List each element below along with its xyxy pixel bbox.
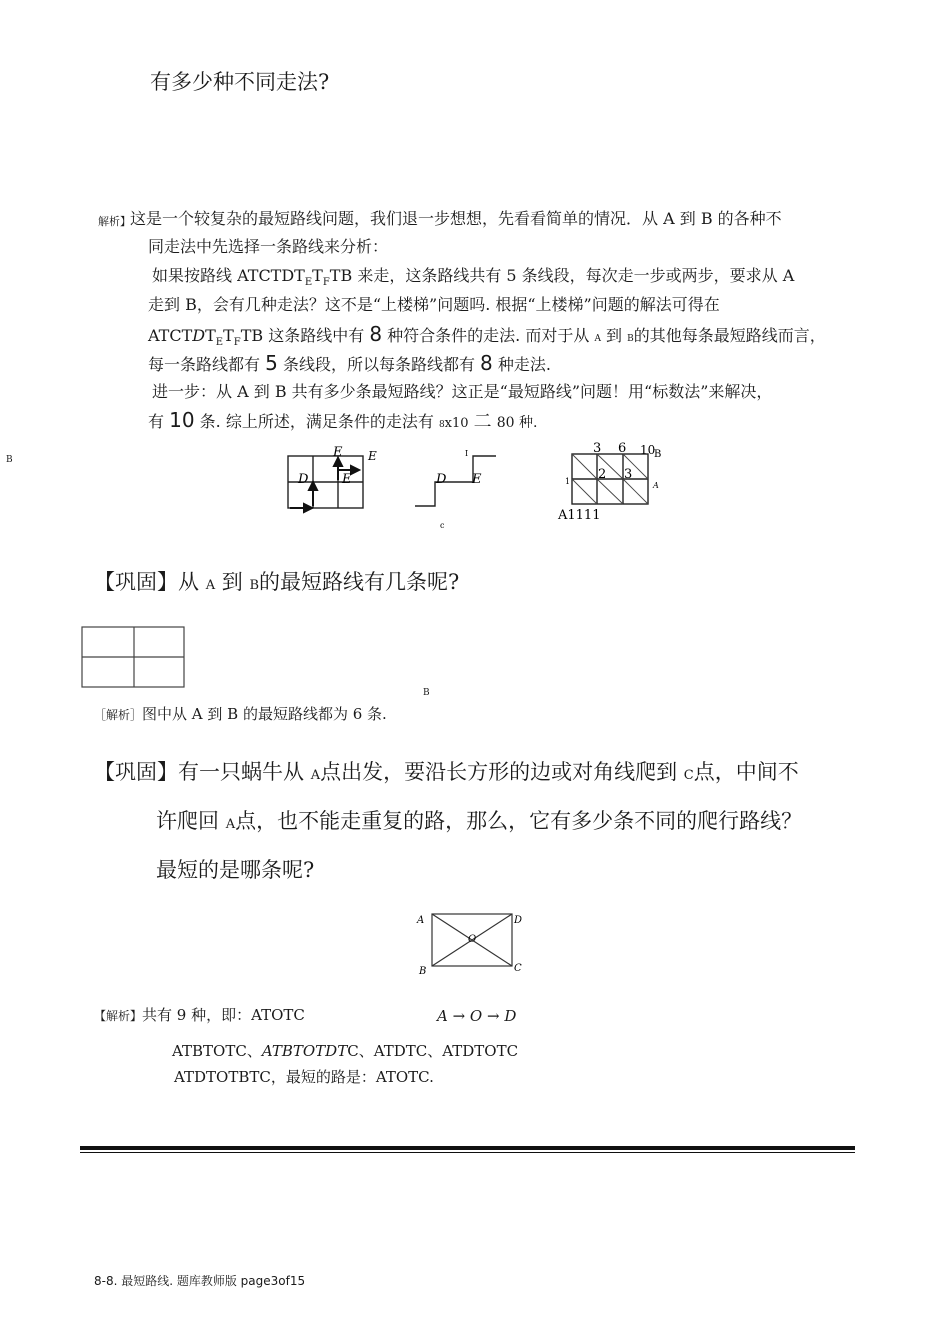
- solution-2-label: ［解析］: [94, 708, 143, 722]
- route-a: ATCT: [148, 326, 193, 345]
- text-a: 每一条路线都有: [148, 355, 261, 374]
- rectangle-diagonal-figure: [410, 908, 530, 978]
- bracket-label: 【巩固】: [94, 570, 178, 594]
- fig2-label-e: E: [472, 472, 482, 487]
- count-8b: 8: [480, 351, 493, 375]
- times-10: x10: [444, 416, 469, 431]
- q3-l1c: 点，中间不: [693, 760, 799, 784]
- fig3-mid-3: 3: [624, 467, 633, 482]
- arrow-up-1: [309, 482, 317, 506]
- route-t1: T: [205, 326, 216, 345]
- path-3: C、ATDTC、ATDTOTC: [347, 1042, 519, 1060]
- q2-text-c: 的最短路线有几条呢?: [259, 570, 460, 594]
- q2-text-a: 从: [178, 570, 199, 594]
- fig3-right-a: A: [653, 481, 659, 490]
- question-tail: 有多少种不同走法?: [150, 70, 330, 94]
- q3-l1b: 点出发，要沿长方形的边或对角线爬到: [320, 760, 678, 784]
- point-b: B: [627, 334, 634, 344]
- route-text-mid: T: [312, 266, 323, 285]
- footer-rule-thin: [80, 1152, 855, 1153]
- rect-label-a: A: [417, 915, 425, 926]
- consolidation-question-2: [94, 566, 459, 596]
- q3-l1a: 有一只蜗牛从: [178, 760, 304, 784]
- to-word: 到: [606, 326, 623, 345]
- route-tail: TB 这条路线中有: [240, 326, 365, 345]
- solution-3-path: A → O → D: [437, 1007, 517, 1025]
- solution-3-label: 【解析】: [94, 1009, 143, 1023]
- fig2-label-c: c: [440, 521, 445, 528]
- consolidation-question-3-line-3: 最短的是哪条呢?: [156, 858, 315, 882]
- fig2-label-d: D: [436, 472, 447, 487]
- q3-l2b: 点，也不能走重复的路，那么，它有多少条不同的爬行路线？: [235, 809, 803, 833]
- q2-point-a: A: [205, 578, 216, 593]
- solution-line-7: 进一步：从 A 到 B 共有多少条最短路线？这正是“最短路线”问题！用“标数法”来解决，: [152, 382, 773, 401]
- route-text-2: 种符合条件的走法. 而对于从: [387, 326, 590, 345]
- solution-3-line-1: [94, 1004, 305, 1025]
- fig2-label-i: I: [465, 449, 469, 458]
- q2-point-b: B: [249, 578, 260, 593]
- q3-point-a-2: A: [225, 817, 236, 832]
- page-footer: 8-8. 最短路线. 题库教师版 page3of15: [94, 1274, 306, 1288]
- route-d: D: [192, 326, 206, 345]
- solution-3-text: 共有 9 种，即：ATOTC: [142, 1006, 305, 1024]
- fig1-label-e-corner: E: [368, 449, 377, 463]
- text-c: 种走法.: [497, 355, 551, 374]
- fig3-bottom: A1111: [558, 508, 601, 523]
- sub-f: F: [322, 277, 330, 289]
- route-text-end: TB 来走，这条路线共有 5 条线段，每次走一步或两步，要求从 A: [329, 266, 795, 285]
- figure-row: [280, 438, 680, 528]
- route-text-3: 的其他每条最短路线而言，: [633, 326, 826, 345]
- fig3-top-6: 6: [618, 441, 627, 456]
- solution-3-line-3: ATDTOTBTC，最短的路是：ATOTC.: [174, 1068, 434, 1086]
- figure-staircase: [415, 456, 496, 506]
- text-has: 有: [148, 412, 165, 431]
- fig3-top-b: B: [654, 449, 662, 460]
- q3-bracket: 【巩固】: [94, 760, 178, 784]
- consolidation-question-3-line-1: [94, 756, 799, 786]
- solution-2-text: 图中从 A 到 B 的最短路线都为 6 条.: [142, 705, 387, 723]
- stray-b-label: B: [6, 455, 13, 465]
- figure-labeled-grid: [572, 454, 648, 504]
- q3-point-a: A: [310, 768, 321, 783]
- q2-text-b: 到: [221, 570, 243, 594]
- solution-line-6: [148, 349, 551, 379]
- route-f: F: [233, 337, 241, 349]
- path-1: ATBTOTC、: [172, 1042, 262, 1060]
- count-10: 10: [169, 408, 195, 432]
- solution-line-8: [148, 406, 537, 439]
- solution-line-1: 这是一个较复杂的最短路线问题，我们退一步想想，先看看简单的情况．从 A 到 B 的各种不: [130, 209, 782, 228]
- simple-grid-figure: [80, 625, 190, 691]
- rect-label-d: D: [514, 915, 523, 926]
- fig3-top-10: 10: [640, 443, 656, 457]
- solution-line-4: 走到 B，会有几种走法？这不是“上楼梯”问题吗. 根据“上楼梯”问题的解法可得在: [148, 295, 720, 314]
- footer-rule-thick: [80, 1146, 855, 1150]
- text-conclusion: 条. 综上所述，满足条件的走法有: [199, 412, 434, 431]
- fig3-left-1: 1: [565, 477, 571, 486]
- solution-2: [94, 703, 387, 724]
- fig1-label-d: D: [298, 472, 309, 487]
- path-2: ATBTOTDT: [261, 1042, 348, 1060]
- q3-l2a: 许爬回: [156, 809, 219, 833]
- count-8: 8: [369, 322, 383, 346]
- solution-line-2: 同走法中先选择一条路线来分析：: [148, 237, 389, 256]
- fig1-label-e-top: E: [333, 445, 343, 460]
- fig3-top-3: 3: [593, 441, 602, 456]
- text-b: 条线段，所以每条路线都有: [282, 355, 475, 374]
- consolidation-question-3-line-2: [156, 805, 802, 835]
- route-t2: T: [223, 326, 234, 345]
- result-80: 80 种.: [496, 415, 538, 431]
- point-a: A: [594, 334, 601, 344]
- arrow-right: [290, 504, 312, 512]
- fig1-label-e: E: [342, 472, 352, 487]
- rect-label-o: O: [468, 934, 477, 945]
- grid-b-label: B: [423, 688, 430, 698]
- count-5: 5: [265, 351, 278, 375]
- small-8: 8: [438, 420, 445, 430]
- q3-point-c: C: [683, 768, 694, 783]
- solution-3-line-2: [172, 1040, 518, 1061]
- solution-label: 解析】: [98, 215, 131, 228]
- route-e: E: [215, 337, 224, 349]
- equals-glyph: 二: [473, 411, 492, 432]
- rect-label-c: C: [514, 963, 522, 974]
- rect-label-b: B: [419, 966, 427, 977]
- fig3-mid-2: 2: [598, 467, 607, 482]
- sub-e: E: [304, 277, 313, 289]
- route-text: 如果按路线 ATCTDT: [152, 266, 305, 285]
